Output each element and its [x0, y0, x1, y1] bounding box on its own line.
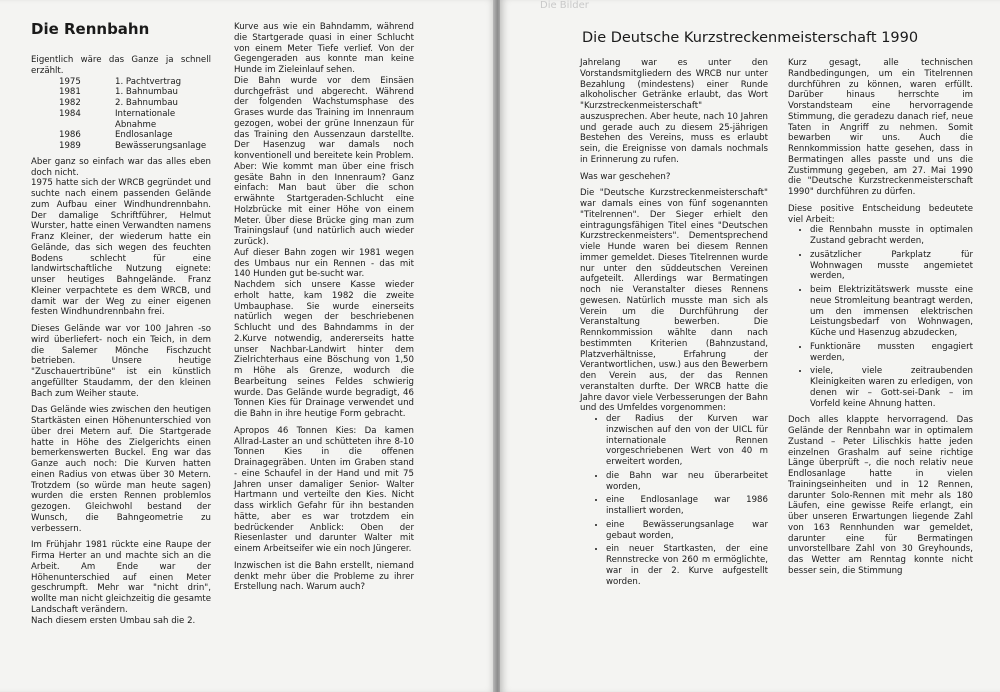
paragraph: Die "Deutsche Kurzstreckenmeisterschaft" war damals eines von fünf sogenannten "Titelrennen". Der Sieger erhielt den eintragungsfähigen Titel eines "Deutschen Kurzstreckenmeisters". Dementsprechend viele Hunde waren bei diesem Rennen immer gemeldet. Dieses Titelrennen wurde nur unter den süddeutschen Vereinen aufgeteilt. Allerdings war Bermatingen noch nie Veranstalter dieses Rennens gewesen. Natürlich musste man sich als Verein um die Durchführung der Veranstaltung bewerben. Die Rennkommission wählte dann nach bestimmten Kriterien (Bahnzustand, Platzverhältnisse, Erfahrung der Verantwortlichen, usw.) aus den Bewerbern den Verein aus, der das Rennen veranstalten durfte. Der WRCB hatte die Jahre davor viele Verbesserungen der Bahn und des Umfeldes vorgenommen:	[580, 188, 768, 414]
paragraph: Was war geschehen?	[580, 171, 671, 182]
list-item: • eine Bewässerungsanlage war gebaut worden,	[606, 520, 768, 542]
paragraph: Aber: Wie kommt man über eine frisch gesäte Bahn in den Innenraum? Ganz einfach: Man baut über die schon erwähnte Startgeraden-Schlucht eine Holzbrücke mit einer Höhe von einem Meter. Über diese Brücke ging man zum Trainingslauf (und natürlich auch wieder zurück).	[234, 161, 414, 247]
paragraph: Auf dieser Bahn zogen wir 1981 wegen des Umbaus nur ein Rennen - das mit 140 Hunden gut be-sucht war.	[234, 247, 414, 280]
paragraph: Kurve aus wie ein Bahndamm, während die Startgerade quasi in einer Schlucht von einem Meter Tiefe verlief. Von der Gegengeraden aus konnte man keine Hunde im Zieleinlauf sehen.	[234, 22, 414, 75]
left-column-1	[31, 55, 211, 626]
paragraph: 1975 hatte sich der WRCB gegründet und suchte nach einem passenden Gelände zum Aufbau einer Windhundrennbahn. Der damalige Schriftführer, Helmut Wurster, hatte einen Verwandten namens Franz Kleiner, der wiederum hatte ein Gelände, das sich wegen des feuchten Bodens schlecht für eine landwirtschaftliche Nutzung eignete: unser heutiges Bahngelände. Franz Kleiner verpachtete es dem WRCB, und damit war der Weg zu einer eigenen festen Windhundrennbahn frei.	[31, 178, 211, 318]
paragraph: Doch alles klappte hervorragend. Das Gelände der Rennbahn war in optimalem Zustand – Peter Lilischkis hatte jeden einzelnen Grashalm auf seine richtige Länge überprüft –, die noch relativ neue Endlosanlage hatte in vielen Trainingseinheiten und in 12 Rennen, darunter Solo-Rennen mit mehr als 180 Läufen, eine gewisse Reife erlangt, ein über unseren Erwartungen liegende Zahl von 163 Rennhunden war gemeldet, darunter eine für Bermatingen unvorstellbare Zahl von 30 Greyhounds, das Wetter am Renntag konnte nicht besser sein, die Stimmung	[788, 415, 973, 576]
paragraph: Nachdem sich unsere Kasse wieder erholt hatte, kam 1982 die zweite Umbauphase. Sie wurde einerseits natürlich wegen der beschriebenen Schlucht und des Bahndamms in der 2.Kurve notwendig, andererseits hatte unser Nachbar-Landwirt hinter dem Zielrichterhaus eine Böschung von 1,50 m Höhe als Grenze, wodurch die Bearbeitung seines Feldes schwierig wurde. Das Gelände wurde begradigt, 46 Tonnen Kies für Drainage verwendet und die Bahn in ihre heutige Form gebracht.	[234, 280, 414, 419]
list-item: • zusätzlicher Parkplatz für Wohnwagen musste angemietet werden,	[810, 250, 973, 282]
improvements-list	[580, 414, 768, 587]
right-page-title: Die Deutsche Kurzstreckenmeisterschaft 1990	[582, 30, 919, 46]
paragraph: Diese positive Entscheidung bedeutete viel Arbeit:	[788, 203, 973, 225]
bleed-through-text: Die Bilder	[540, 0, 589, 11]
paragraph: Jahrelang war es unter den Vorstandsmitgliedern des WRCB nur unter Bezahlung (mindestens) einer Runde alkoholischer Getränke erlaubt, das Wort "Kurzstreckenmeisterschaft" auszusprechen. Aber heute, nach 10 Jahren und gerade auch zu diesem 25-jährigen Bestehen des Vereins, muss es erlaubt sein, die Ereignisse von damals nochmals in Erinnerung zu rufen.	[580, 58, 768, 165]
chronology-year: 1989	[59, 141, 81, 151]
list-item: • eine Endlosanlage war 1986 installiert worden,	[606, 495, 768, 517]
chronology-event: 2. Bahnumbau	[115, 98, 178, 108]
intro-paragraph: Eigentlich wäre das Ganze ja schnell erzählt.	[31, 55, 211, 76]
chronology-row	[31, 130, 211, 141]
chronology-row	[31, 77, 211, 88]
paragraph: Im Frühjahr 1981 rückte eine Raupe der Firma Herter an und machte sich an die Arbeit. Am Ende war der Höhenunterschied auf einen Meter geschrumpft. Mehr war "nicht drin", wollte man nicht gleichzeitig die gesamte Landschaft verändern.	[31, 540, 211, 615]
chronology-event: 1. Pachtvertrag	[115, 76, 182, 87]
list-item: • die Bahn war neu überarbeitet worden,	[606, 471, 768, 493]
chronology-year: 1982	[59, 98, 81, 108]
paragraph: Nach diesem ersten Umbau sah die 2.	[31, 615, 196, 626]
chronology-event: Bewässerungsanlage	[115, 141, 207, 151]
chronology-year: 1986	[59, 130, 81, 141]
left-column-2	[234, 22, 414, 599]
chronology-row	[31, 109, 211, 131]
right-column-2	[788, 58, 973, 577]
chronology-row	[31, 141, 211, 152]
left-page-title: Die Rennbahn	[31, 20, 150, 38]
paragraph: Aber ganz so einfach war das alles eben doch nicht.	[31, 156, 211, 178]
chronology-event: 1. Bahnumbau	[115, 87, 178, 98]
left-page	[0, 0, 496, 692]
paragraph: Dieses Gelände war vor 100 Jahren -so wird überliefert- noch ein Teich, in dem die Salemer Mönche Fischzucht betrieben. Unsere heutige "Zuschauertribüne" ist ein künstlich angefüllter Staudamm, der den kleinen Bach zum Weiher staute.	[31, 324, 211, 399]
paragraph: Kurz gesagt, alle technischen Randbedingungen, um ein Titelrennen durchführen zu können, waren erfüllt. Darüber hinaus herrschte im Vorstandsteam eine hervorragende Stimmung, die geradezu danach rief, neue Taten in Angriff zu nehmen. Somit bewarben wir uns. Auch die Rennkommission hatte gesehen, dass in Bermatingen alles passte und uns die Zustimmung gegeben, am 27. Mai 1990 die "Deutsche Kurzstreckenmeisterschaft 1990" durchführen zu dürfen.	[788, 58, 973, 197]
chronology-row	[31, 98, 211, 109]
list-item: • ein neuer Startkasten, der eine Rennstrecke von 260 m ermöglichte, war in der 2. Kurve aufgestellt worden.	[606, 544, 768, 587]
chronology-year: 1984	[59, 108, 81, 119]
paragraph: Inzwischen ist die Bahn erstellt, niemand denkt mehr über die Probleme zu ihrer Erstellung nach. Warum auch?	[234, 560, 414, 593]
paragraph: Apropos 46 Tonnen Kies: Da kamen Allrad-Laster an und schütteten ihre 8-10 Tonnen Kies in die offenen Drainagegräben. Unten im Graben stand - eine Schaufel in der Hand und mit 75 Jahren unser damaliger Senior- Walter Hartmann und verteilte den Kies. Nicht dass wirklich Gefahr für ihn bestanden hätte, aber es war trotzdem ein bedrückender Anblick: Oben der Riesenlaster und darunter Walter mit einem Arbeitseifer wie ein noch Jüngerer.	[234, 425, 414, 554]
paragraph: Das Gelände wies zwischen den heutigen Startkästen einen Höhenunterschied von über drei Metern auf. Die Startgerade hatte in Höhe des Zielgerichts einen bemerkenswerten Buckel. Eng war das Ganze auch noch: Die Kurven hatten einen Radius von etwas über 30 Metern. Trotzdem (so würde man heute sagen) wurden die ersten Rennen problemlos gezogen. Gleichwohl bestand der Wunsch, die Bahngeometrie zu verbessern.	[31, 405, 211, 534]
right-column-1	[580, 58, 768, 591]
list-item: • beim Elektrizitätswerk musste eine neue Stromleitung beantragt werden, um den immensen elektrischen Leistungsbedarf von Wohnwagen, Küche und Hasenzug abzudecken,	[810, 285, 973, 339]
chronology-year: 1975	[59, 76, 81, 87]
list-item: • viele, viele zeitraubenden Kleinigkeiten waren zu erledigen, von denen wir – Gott-sei-Dank – im Vorfeld keine Ahnung hatten.	[810, 366, 973, 409]
paragraph: Die Bahn wurde vor dem Einsäen durchgefräst und abgerecht. Während der folgenden Wachstumsphase des Grases wurde das Training im Innenraum gezogen, wobei der grüne Innenzaun für das Training den Aussenzaun darstellte. Der Hasenzug war damals noch konventionell und bereitete kein Problem.	[234, 75, 414, 161]
chronology-table	[31, 77, 211, 152]
chronology-event: Endlosanlage	[115, 130, 173, 141]
chronology-year: 1981	[59, 87, 81, 98]
list-item: • der Radius der Kurven war inzwischen auf den von der UICL für internationale Rennen vorgeschriebenen Wert von 40 m erweitert worden,	[606, 414, 768, 468]
list-item: • Funktionäre mussten engagiert werden,	[810, 342, 973, 364]
tasks-list	[788, 225, 973, 409]
chronology-event: Internationale Abnahme	[115, 108, 176, 130]
chronology-row	[31, 87, 211, 98]
list-item: • die Rennbahn musste in optimalen Zustand gebracht werden,	[810, 225, 973, 247]
